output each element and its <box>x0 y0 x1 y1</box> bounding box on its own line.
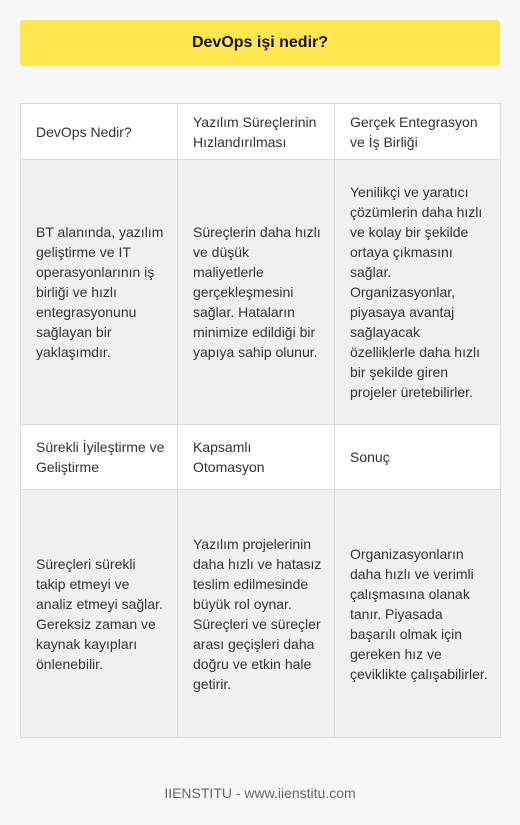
table-body-cell: Yazılım projelerinin daha hızlı ve hatasız teslim edilmesinde büyük rol oynar. Süreçleri ve süreçler arası geçişleri daha doğru ve etkin hale getirir. <box>178 490 335 738</box>
table-header-cell: Yazılım Süreçlerinin Hızlandırılması <box>178 104 335 160</box>
info-table <box>20 103 501 738</box>
table-body-cell: Süreçleri sürekli takip etmeyi ve analiz etmeyi sağlar. Gereksiz zaman ve kaynak kayıpları önlenebilir. <box>21 490 178 738</box>
table-header-cell: DevOps Nedir? <box>21 104 178 160</box>
footer-credit: IIENSTITU - www.iienstitu.com <box>164 785 356 801</box>
table-header-cell: Sonuç <box>335 425 501 490</box>
table-header-cell: Kapsamlı Otomasyon <box>178 425 335 490</box>
table-body-cell: Organizasyonların daha hızlı ve verimli çalışmasına olanak tanır. Piyasada başarılı olmak için gereken hız ve çeviklikte çalışabilirler. <box>335 490 501 738</box>
page-title: DevOps işi nedir? <box>191 34 329 51</box>
title-banner <box>20 20 500 66</box>
table-body-cell: BT alanında, yazılım geliştirme ve IT operasyonlarının iş birliği ve hızlı entegrasyonunu sağlayan bir yaklaşımdır. <box>21 160 178 425</box>
table-header-cell: Sürekli İyileştirme ve Geliştirme <box>21 425 178 490</box>
table-header-cell: Gerçek Entegrasyon ve İş Birliği <box>335 104 501 160</box>
table-body-cell: Süreçlerin daha hızlı ve düşük maliyetlerle gerçekleşmesini sağlar. Hataların minimize edildiği bir yapıya sahip olunur. <box>178 160 335 425</box>
table-body-cell: Yenilikçi ve yaratıcı çözümlerin daha hızlı ve kolay bir şekilde ortaya çıkmasını sağlar. Organizasyonlar, piyasaya avantaj sağlayacak özelliklerle daha hızlı bir şekilde giren projeler üretebilirler. <box>335 160 501 425</box>
